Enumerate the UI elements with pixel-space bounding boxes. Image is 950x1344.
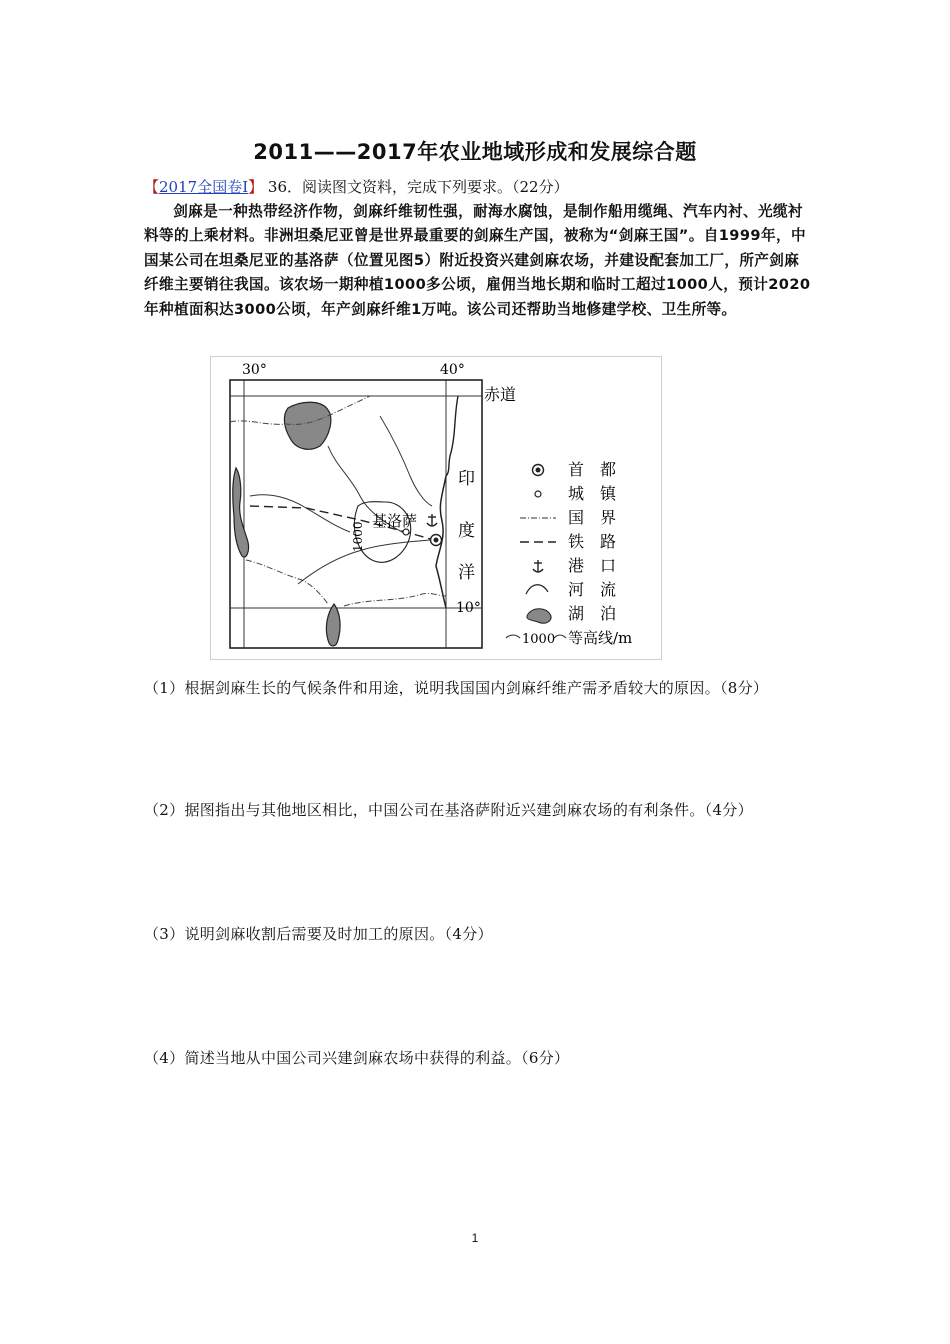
legend-contour-label: 等高线/m	[568, 629, 633, 647]
map-figure	[210, 356, 662, 660]
subquestion-4: （4）简述当地从中国公司兴建剑麻农场中获得的利益。（6分）	[144, 1049, 570, 1067]
ocean-char-3: 洋	[458, 563, 475, 583]
question-header	[144, 176, 569, 198]
lat-10-label: 10°	[456, 600, 481, 616]
intro-paragraph: 剑麻是一种热带经济作物，剑麻纤维韧性强，耐海水腐蚀，是制作船用缆绳、汽车内衬、光缆衬料等的上乘材料。非洲坦桑尼亚曾是世界最重要的剑麻生产国，被称为“剑麻王国”。自1999年，中国某公司在坦桑尼亚的基洛萨（位置见图5）附近投资兴建剑麻农场，并建设配套加工厂，所产剑麻纤维主要销往我国。该农场一期种植1000多公顷，雇佣当地长期和临时工超过1000人，预计2020年种植面积达3000公顷，年产剑麻纤维1万吨。该公司还帮助当地修建学校、卫生所等。	[144, 203, 811, 318]
lon-40-label: 40°	[440, 362, 465, 378]
subquestion-1: （1）根据剑麻生长的气候条件和用途，说明我国国内剑麻纤维产需矛盾较大的原因。（8分）	[144, 679, 769, 697]
legend-contour-value: 1000	[522, 632, 556, 647]
legend-label-port: 港 口	[568, 556, 617, 575]
ocean-char-1: 印	[458, 469, 475, 489]
source-bracket-close: 】	[248, 178, 264, 196]
legend-capital-icon	[533, 465, 544, 476]
page-title: 2011——2017年农业地域形成和发展综合题	[253, 140, 697, 164]
legend-label-lake: 湖 泊	[568, 604, 617, 623]
legend-town-icon	[535, 491, 541, 497]
ocean-char-2: 度	[458, 521, 475, 541]
equator-label: 赤道	[484, 385, 517, 404]
capital-dot	[434, 538, 439, 543]
legend-label-railway: 铁 路	[568, 532, 617, 551]
legend-label-town: 城 镇	[568, 484, 617, 503]
page-number: 1	[471, 1231, 479, 1245]
lon-30-label: 30°	[242, 362, 267, 378]
legend-label-river: 河 流	[568, 580, 617, 599]
source-link[interactable]: 2017全国卷I	[159, 178, 249, 196]
subquestion-2: （2）据图指出与其他地区相比，中国公司在基洛萨附近兴建剑麻农场的有利条件。（4分）	[144, 801, 753, 819]
source-bracket-open: 【	[144, 178, 160, 196]
question-prompt: 36．阅读图文资料，完成下列要求。（22分）	[263, 178, 569, 196]
map-svg	[210, 356, 662, 660]
legend-label-border: 国 界	[568, 508, 617, 527]
subquestion-3: （3）说明剑麻收割后需要及时加工的原因。（4分）	[144, 925, 493, 943]
legend-label-capital: 首 都	[568, 460, 617, 479]
kilosa-label: 基洛萨	[372, 512, 418, 530]
contour-value-label: 1000	[351, 521, 365, 552]
